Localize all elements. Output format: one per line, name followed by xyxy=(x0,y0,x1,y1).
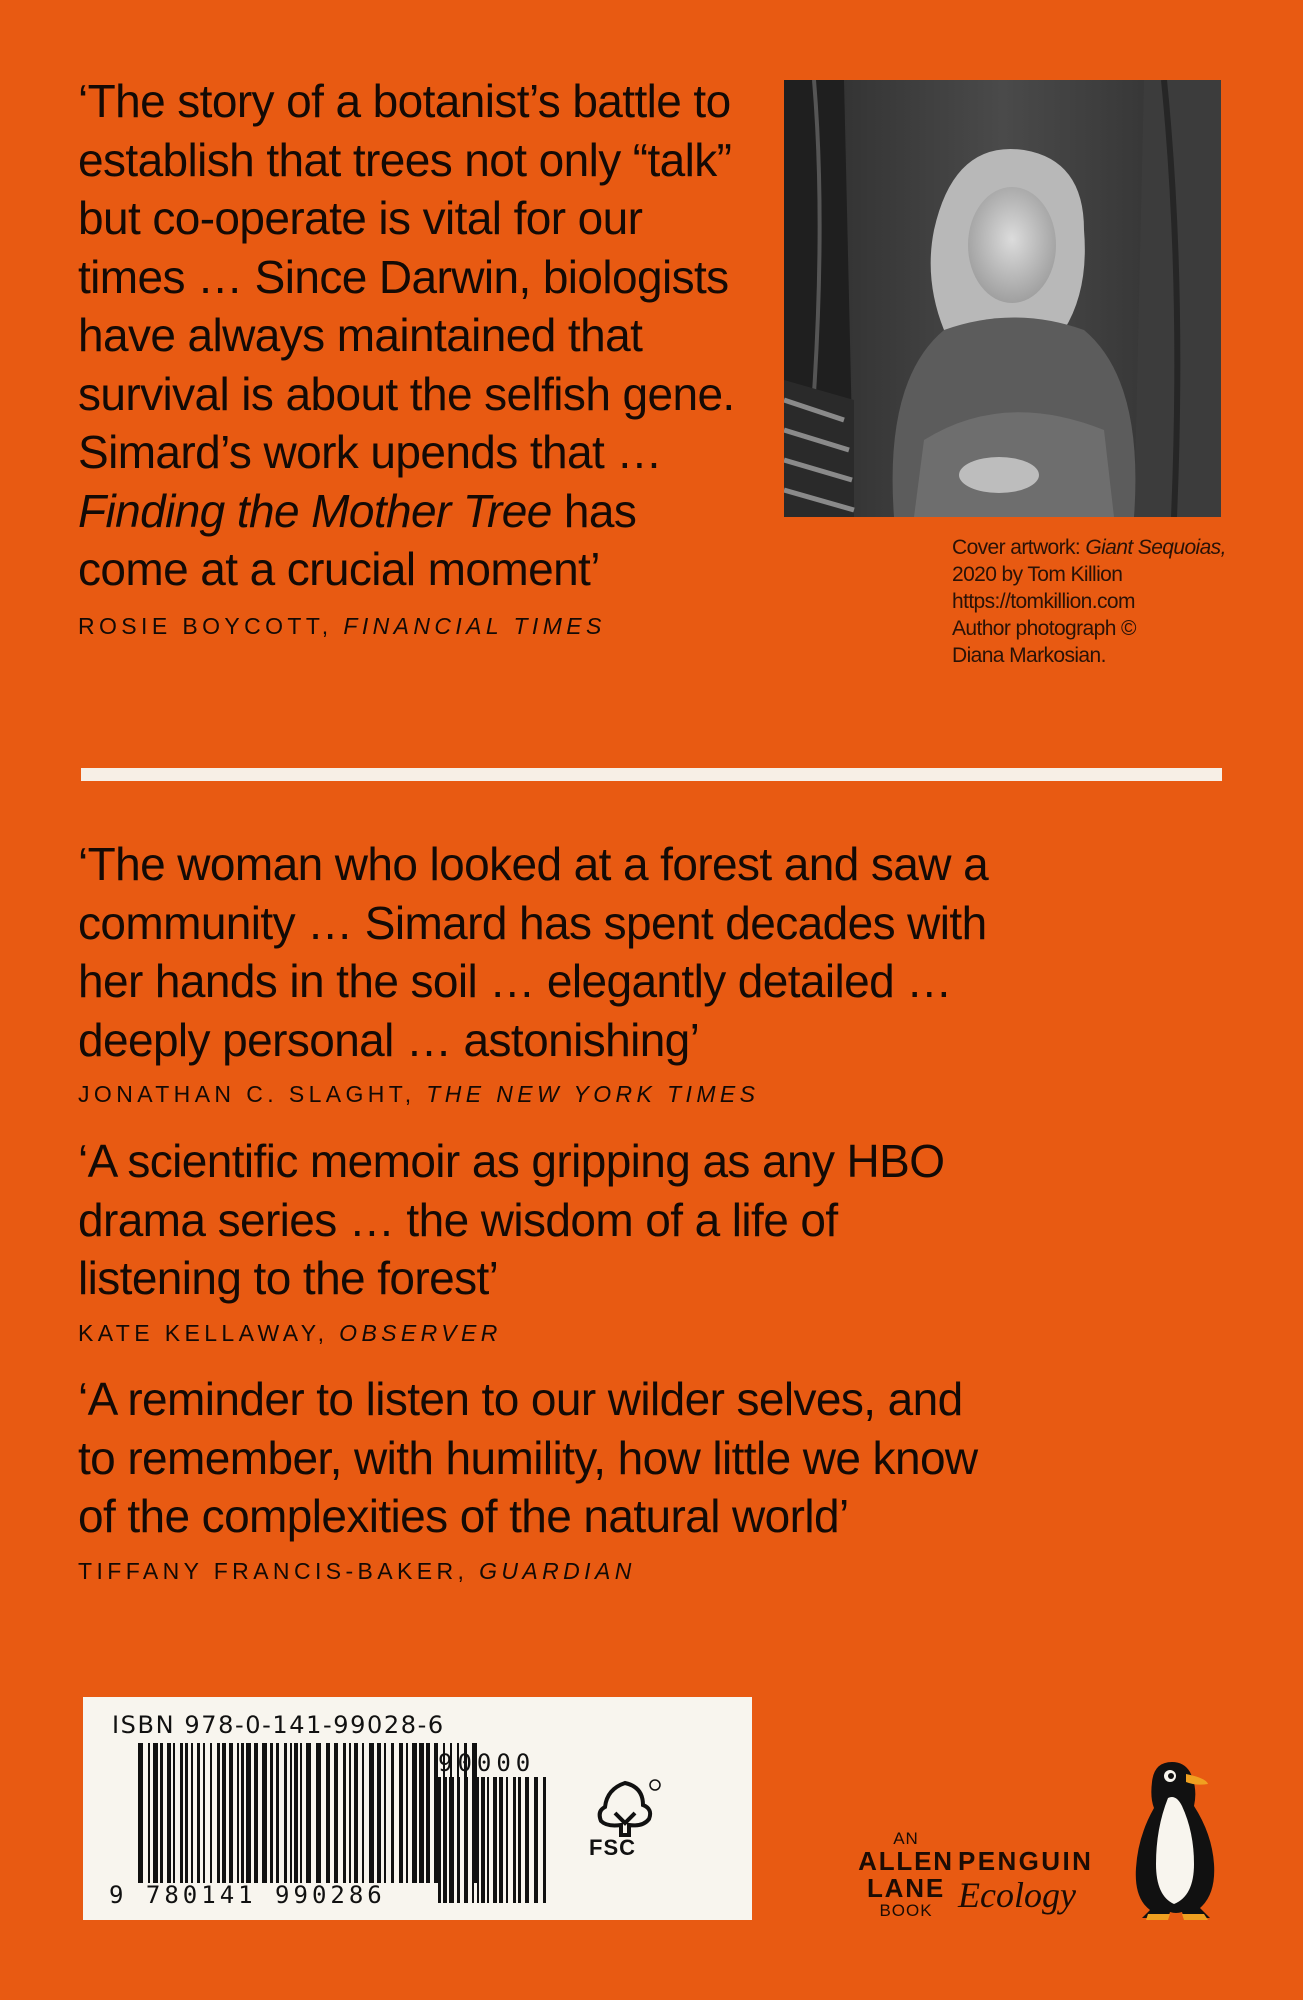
barcode-stripe xyxy=(185,1743,188,1883)
barcode-stripe xyxy=(518,1777,521,1903)
fsc-label: FSC xyxy=(589,1835,636,1860)
barcode-stripe xyxy=(472,1777,474,1903)
book-title: Finding the Mother Tree xyxy=(78,484,552,537)
barcode-stripe xyxy=(506,1777,508,1903)
imprint-lane: LANE xyxy=(867,1873,945,1903)
price-barcode xyxy=(438,1777,550,1907)
quote-line: deeply personal … astonishing’ xyxy=(78,1013,700,1066)
barcode-stripe xyxy=(153,1743,158,1883)
attribution-author: ROSIE BOYCOTT, xyxy=(78,612,344,639)
author-photograph-image xyxy=(784,80,1221,517)
quote-line: establish that trees not only “talk” xyxy=(78,133,732,186)
barcode-stripe xyxy=(343,1743,346,1883)
barcode-stripe xyxy=(449,1777,454,1903)
quote-line: come at a crucial moment’ xyxy=(78,543,600,595)
barcode-stripe xyxy=(534,1777,538,1903)
quote-text xyxy=(78,835,988,1069)
quote-line xyxy=(78,482,735,541)
credit-line: Diana Markosian. xyxy=(952,644,1106,667)
quote-line: drama series … the wisdom of a life of xyxy=(78,1193,838,1246)
barcode-stripe xyxy=(493,1777,497,1903)
quote-line: to remember, with humility, how little we know xyxy=(78,1431,978,1484)
quote-attribution xyxy=(78,613,735,640)
quote-line: ‘The story of a botanist’s battle to xyxy=(78,75,731,127)
price-code: 90000 xyxy=(438,1749,536,1777)
barcode-stripe xyxy=(349,1743,351,1883)
series-name: Ecology xyxy=(958,1875,1076,1915)
penguin-ecology-series xyxy=(958,1846,1093,1914)
barcode-stripe xyxy=(412,1743,417,1883)
barcode-stripe xyxy=(180,1743,183,1883)
barcode-stripe xyxy=(300,1743,302,1883)
quote-text xyxy=(78,1132,944,1308)
quote-line: her hands in the soil … elegantly detailed … xyxy=(78,955,952,1007)
quote-attribution xyxy=(78,1081,988,1108)
barcode-stripe xyxy=(276,1743,279,1883)
barcode-stripe xyxy=(481,1777,485,1903)
credit-prefix: Cover artwork: xyxy=(952,536,1086,559)
penguin-logo xyxy=(1124,1758,1224,1924)
allen-lane-imprint xyxy=(846,1830,966,1920)
quote-block-3 xyxy=(78,1132,944,1347)
barcode-stripe xyxy=(191,1743,193,1883)
quote-line: Simard’s work upends that … xyxy=(78,426,662,478)
barcode-stripe xyxy=(262,1743,267,1883)
barcode-panel xyxy=(83,1697,752,1920)
quote-block-2 xyxy=(78,835,988,1108)
quote-fragment: has xyxy=(551,484,637,537)
barcode-stripe xyxy=(377,1743,381,1883)
attribution-author: TIFFANY FRANCIS-BAKER, xyxy=(78,1557,480,1584)
barcode-stripe xyxy=(217,1743,220,1883)
credit-line: 2020 by Tom Killion xyxy=(952,563,1123,586)
penguin-icon xyxy=(1124,1758,1224,1924)
barcode-stripe xyxy=(270,1743,273,1883)
quote-line: ‘A reminder to listen to our wilder selves, and xyxy=(78,1373,963,1425)
quote-attribution xyxy=(78,1558,978,1585)
barcode-stripe xyxy=(138,1743,143,1883)
barcode-stripe xyxy=(499,1777,503,1903)
barcode-stripe xyxy=(513,1777,516,1903)
quote-block-4 xyxy=(78,1370,978,1585)
barcode-stripe xyxy=(306,1743,311,1883)
barcode-stripe xyxy=(457,1777,460,1903)
barcode-stripe xyxy=(438,1777,441,1903)
quote-text xyxy=(78,1370,978,1546)
barcode-stripe xyxy=(294,1743,298,1883)
barcode-stripe xyxy=(362,1743,364,1883)
divider-bar xyxy=(81,768,1222,781)
barcode-stripe xyxy=(334,1743,338,1883)
quote-line: ‘The woman who looked at a forest and saw a xyxy=(78,838,989,890)
barcode-stripe xyxy=(426,1743,430,1883)
barcode-stripe xyxy=(443,1777,447,1903)
barcode-stripe xyxy=(406,1743,408,1883)
barcode-stripe xyxy=(254,1743,258,1883)
barcode-stripe xyxy=(525,1777,529,1903)
quote-line: community … Simard has spent decades with xyxy=(78,896,987,949)
barcode-stripe xyxy=(241,1743,244,1883)
attribution-author: JONATHAN C. SLAGHT, xyxy=(78,1081,427,1107)
quote-block-1 xyxy=(78,72,735,640)
quote-text xyxy=(78,72,735,599)
isbn-barcode xyxy=(138,1743,478,1883)
quote-line: ‘A scientific memoir as gripping as any HBO xyxy=(78,1135,945,1187)
barcode-stripe xyxy=(326,1743,330,1883)
attribution-source: OBSERVER xyxy=(339,1319,502,1346)
attribution-source: THE NEW YORK TIMES xyxy=(426,1081,760,1107)
attribution-author: KATE KELLAWAY, xyxy=(78,1319,340,1346)
artwork-title: Giant Sequoias, xyxy=(1085,536,1226,559)
barcode-stripe xyxy=(391,1743,394,1883)
quote-line: but co-operate is vital for our xyxy=(78,192,643,244)
barcode-stripe xyxy=(369,1743,374,1883)
barcode-stripe xyxy=(167,1743,171,1883)
barcode-stripe xyxy=(316,1743,321,1883)
barcode-stripe xyxy=(399,1743,403,1883)
barcode-stripe xyxy=(203,1743,205,1883)
barcode-stripe xyxy=(222,1743,226,1883)
isbn-label: ISBN 978-0-141-99028-6 xyxy=(112,1711,445,1739)
barcode-stripe xyxy=(543,1777,546,1903)
barcode-stripe xyxy=(290,1743,292,1883)
barcode-stripe xyxy=(419,1743,424,1883)
barcode-stripe xyxy=(173,1743,175,1883)
barcode-stripe xyxy=(477,1777,479,1903)
barcode-stripe xyxy=(197,1743,200,1883)
isbn-digits: 9 780141 990286 xyxy=(109,1881,386,1909)
quote-line: have always maintained that xyxy=(78,309,643,361)
attribution-source: FINANCIAL TIMES xyxy=(343,612,606,639)
series-brand: PENGUIN xyxy=(958,1846,1094,1876)
barcode-stripe xyxy=(464,1777,468,1903)
credit-line xyxy=(952,534,1252,561)
barcode-stripe xyxy=(210,1743,212,1883)
quote-line: listening to the forest’ xyxy=(78,1252,499,1304)
imprint-an: AN xyxy=(893,1829,919,1848)
barcode-stripe xyxy=(237,1743,239,1883)
credit-line: Author photograph © xyxy=(952,617,1136,640)
barcode-stripe xyxy=(487,1777,489,1903)
barcode-stripe xyxy=(384,1743,386,1883)
attribution-source: GUARDIAN xyxy=(479,1557,636,1584)
imprint-book: BOOK xyxy=(879,1901,933,1920)
quote-line: survival is about the selfish gene. xyxy=(78,367,735,420)
author-photograph xyxy=(784,80,1221,517)
quote-attribution xyxy=(78,1320,944,1347)
cover-credits xyxy=(952,534,1252,669)
fsc-logo xyxy=(585,1777,665,1860)
credit-url: https://tomkillion.com xyxy=(952,590,1135,613)
barcode-stripe xyxy=(284,1743,287,1883)
imprint-allen: ALLEN xyxy=(858,1846,954,1876)
barcode-stripe xyxy=(160,1743,163,1883)
quote-line: times … Since Darwin, biologists xyxy=(78,250,729,303)
quote-line: of the complexities of the natural world’ xyxy=(78,1490,849,1542)
barcode-stripe xyxy=(229,1743,233,1883)
barcode-stripe xyxy=(148,1743,150,1883)
barcode-stripe xyxy=(246,1743,251,1883)
barcode-stripe xyxy=(354,1743,358,1883)
